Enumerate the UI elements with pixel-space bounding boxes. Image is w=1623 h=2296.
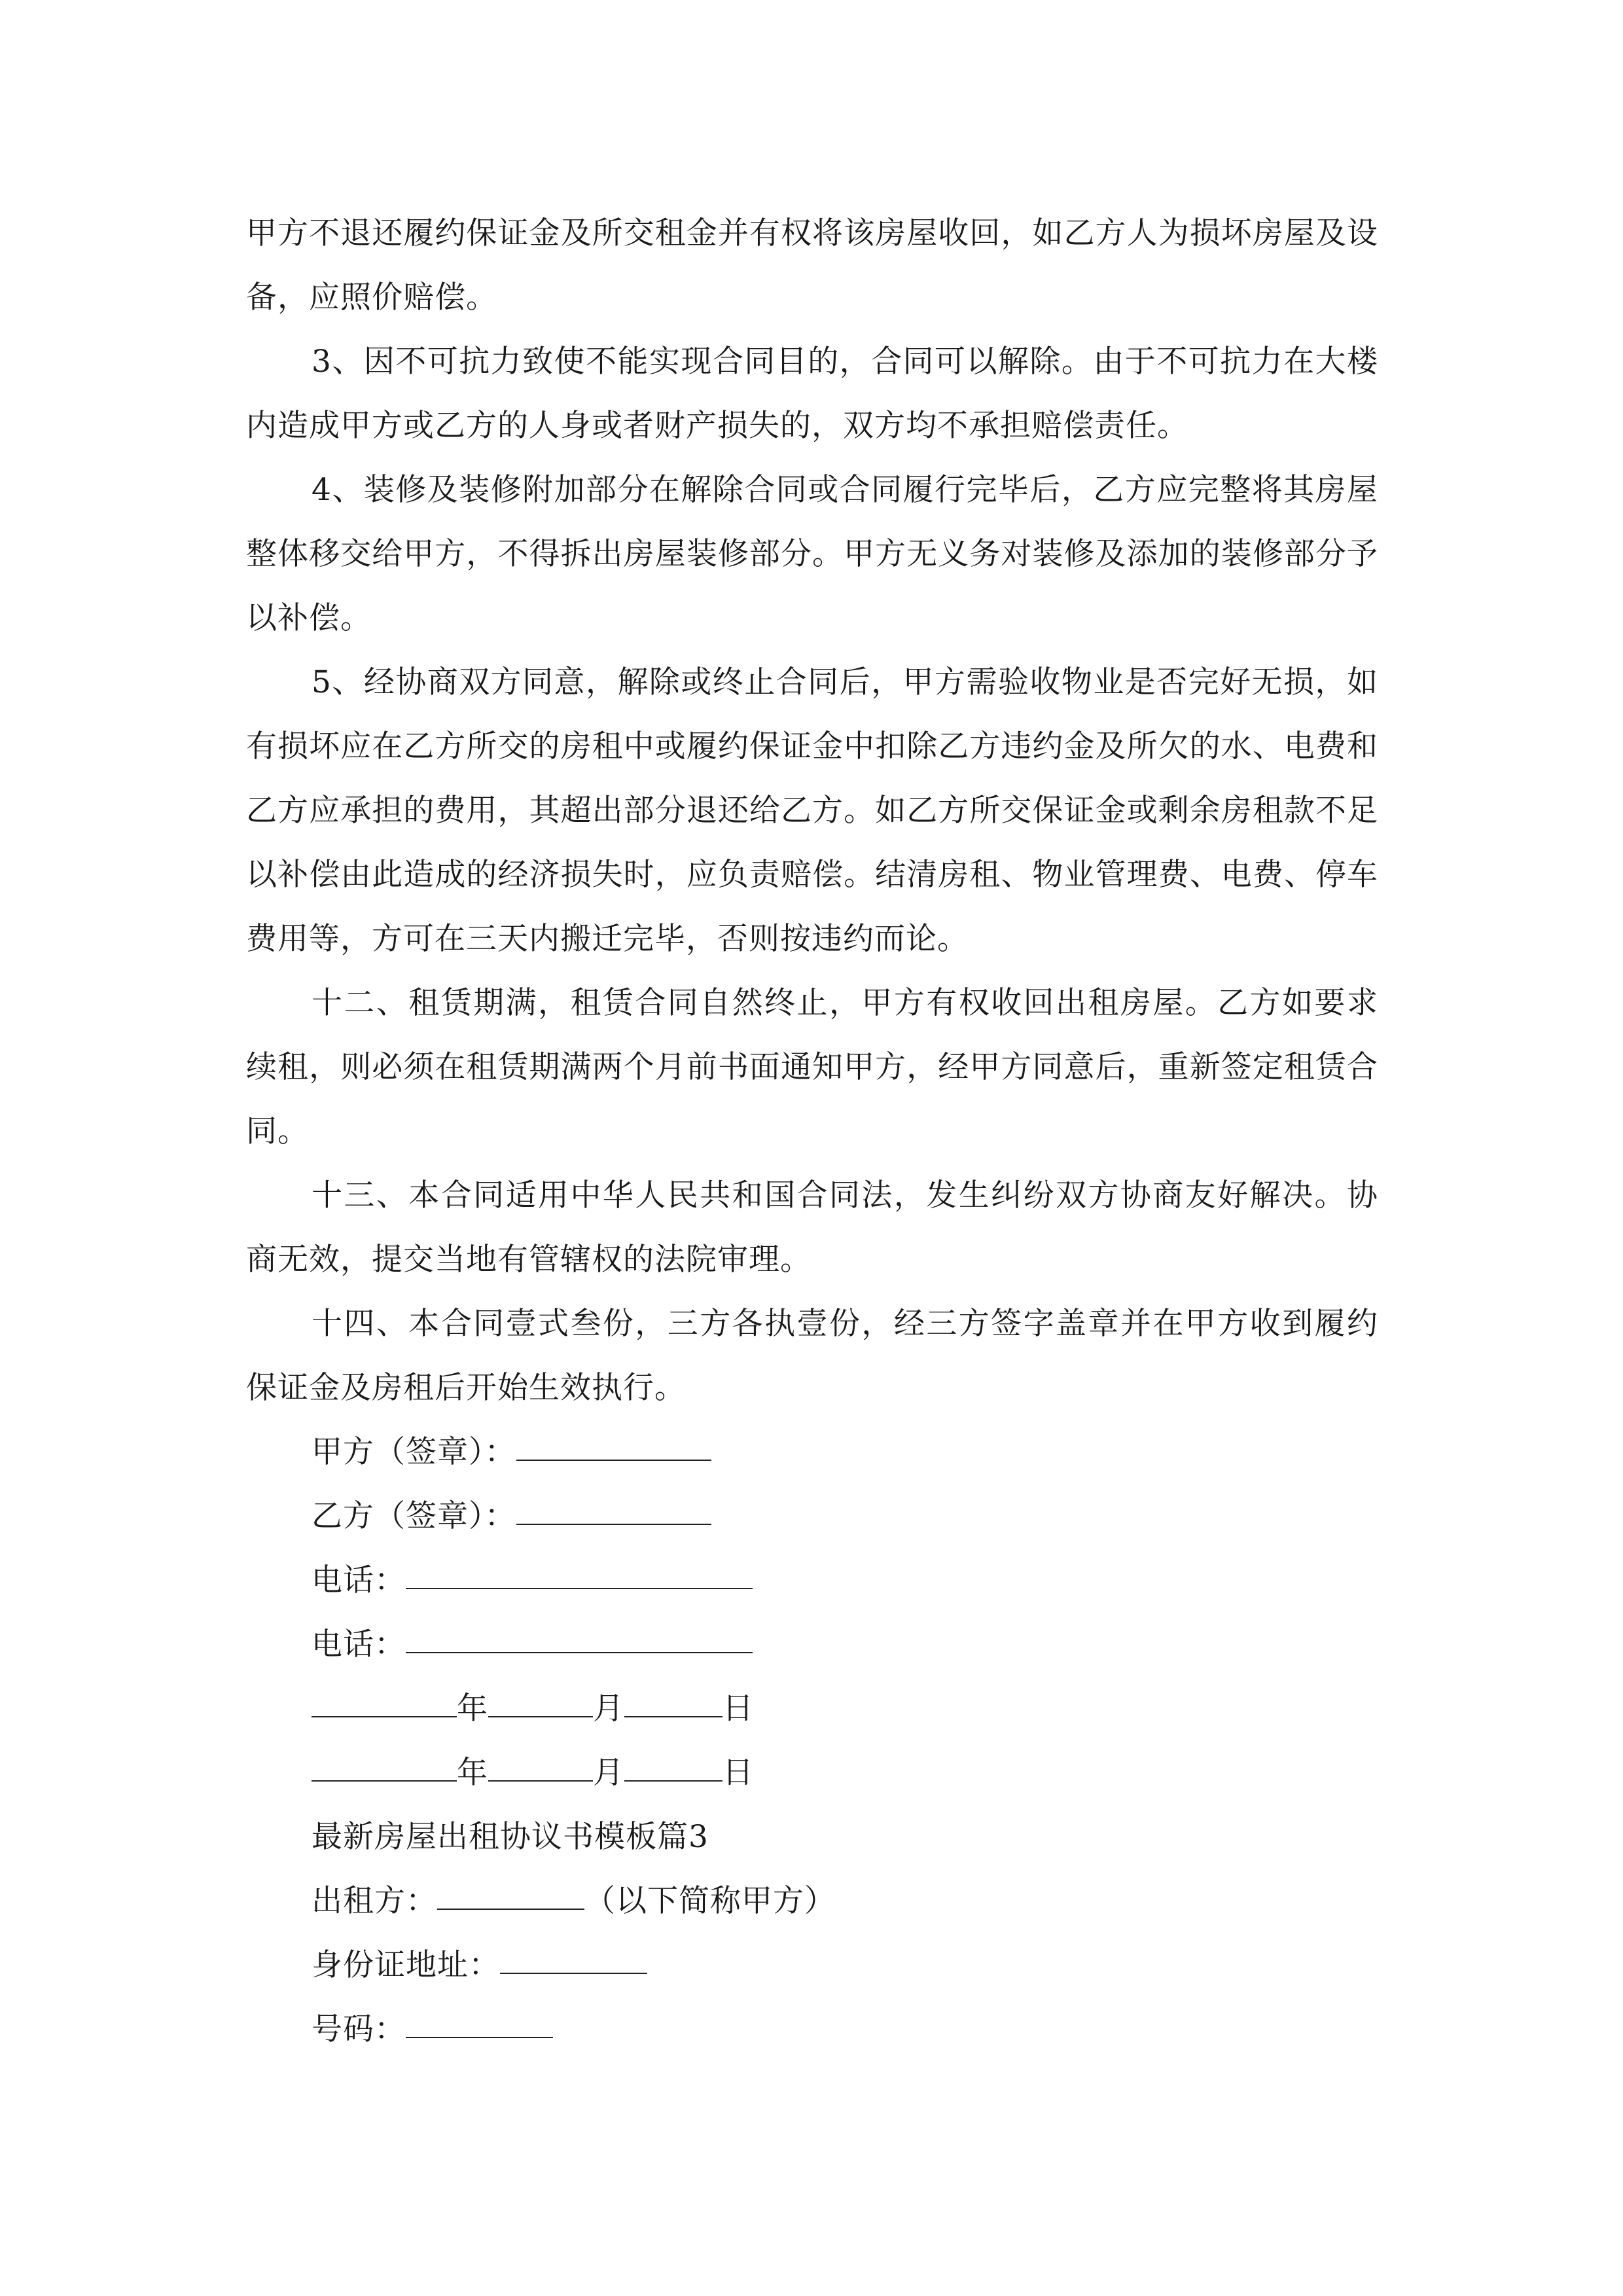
party-b-signature-blank[interactable]: [516, 1484, 711, 1525]
phone-label-2: 电话：: [312, 1626, 406, 1662]
paragraph-article-12: 十二、租赁期满，租赁合同自然终止，甲方有权收回出租房屋。乙方如要求续租，则必须在租赁期满两个月前书面通知甲方，经甲方同意后，重新签定租赁合同。: [246, 985, 1378, 1149]
number-label: 号码：: [312, 2011, 406, 2047]
paragraph-continuation: 甲方不退还履约保证金及所交租金并有权将该房屋收回，如乙方人为损坏房屋及设备，应照价赔偿。: [246, 215, 1378, 315]
year-blank-1[interactable]: [312, 1677, 457, 1717]
phone-line-1: [246, 1549, 1378, 1613]
month-blank-1[interactable]: [488, 1677, 593, 1717]
date-line-1: [246, 1677, 1378, 1741]
phone-blank-2[interactable]: [406, 1613, 753, 1653]
month-label-1: 月: [593, 1691, 624, 1727]
month-blank-2[interactable]: [488, 1741, 593, 1782]
paragraph-article-14: 十四、本合同壹式叁份，三方各执壹份，经三方签字盖章并在甲方收到履约保证金及房租后开始生效执行。: [246, 1306, 1378, 1406]
day-blank-2[interactable]: [624, 1741, 722, 1782]
date-line-2: [246, 1741, 1378, 1805]
month-label-2: 月: [593, 1755, 624, 1791]
party-b-label: 乙方（签章）：: [312, 1498, 516, 1534]
party-b-signature-line: [246, 1484, 1378, 1549]
id-address-blank[interactable]: [500, 1933, 647, 1974]
day-label-1: 日: [722, 1691, 754, 1727]
lessor-suffix: （以下简称甲方）: [584, 1883, 836, 1919]
id-address-line: [246, 1933, 1378, 1998]
party-a-label: 甲方（签章）：: [312, 1434, 516, 1470]
year-label-2: 年: [457, 1755, 488, 1791]
day-label-2: 日: [722, 1755, 754, 1791]
day-blank-1[interactable]: [624, 1677, 722, 1717]
id-address-label: 身份证地址：: [312, 1947, 500, 1983]
phone-label-1: 电话：: [312, 1562, 406, 1598]
paragraph-clause-4: 4、装修及装修附加部分在解除合同或合同履行完毕后，乙方应完整将其房屋整体移交给甲方，不得拆出房屋装修部分。甲方无义务对装修及添加的装修部分予以补偿。: [246, 472, 1378, 636]
section-title: 最新房屋出租协议书模板篇3: [312, 1819, 709, 1855]
paragraph-article-13: 十三、本合同适用中华人民共和国合同法，发生纠纷双方协商友好解决。协商无效，提交当地有管辖权的法院审理。: [246, 1177, 1378, 1278]
number-line: [246, 1998, 1378, 2062]
phone-line-2: [246, 1613, 1378, 1677]
lessor-blank[interactable]: [437, 1869, 584, 1910]
document-body: [246, 202, 1378, 2062]
party-a-signature-line: [246, 1420, 1378, 1484]
lessor-label: 出租方：: [312, 1883, 437, 1919]
paragraph-clause-3: 3、因不可抗力致使不能实现合同目的，合同可以解除。由于不可抗力在大楼内造成甲方或乙方的人身或者财产损失的，双方均不承担赔偿责任。: [246, 344, 1378, 444]
paragraph-clause-5: 5、经协商双方同意，解除或终止合同后，甲方需验收物业是否完好无损，如有损坏应在乙方所交的房租中或履约保证金中扣除乙方违约金及所欠的水、电费和乙方应承担的费用，其超出部分退还给乙方。如乙方所交保证金或剩余房租款不足以补偿由此造成的经济损失时，应负责赔偿。结清房租、物业管理费、电费、停车费用等，方可在三天内搬迁完毕，否则按违约而论。: [246, 664, 1378, 957]
lessor-line: [246, 1869, 1378, 1933]
party-a-signature-blank[interactable]: [516, 1420, 711, 1461]
year-blank-2[interactable]: [312, 1741, 457, 1782]
year-label-1: 年: [457, 1691, 488, 1727]
phone-blank-1[interactable]: [406, 1549, 753, 1589]
number-blank[interactable]: [406, 1998, 553, 2038]
